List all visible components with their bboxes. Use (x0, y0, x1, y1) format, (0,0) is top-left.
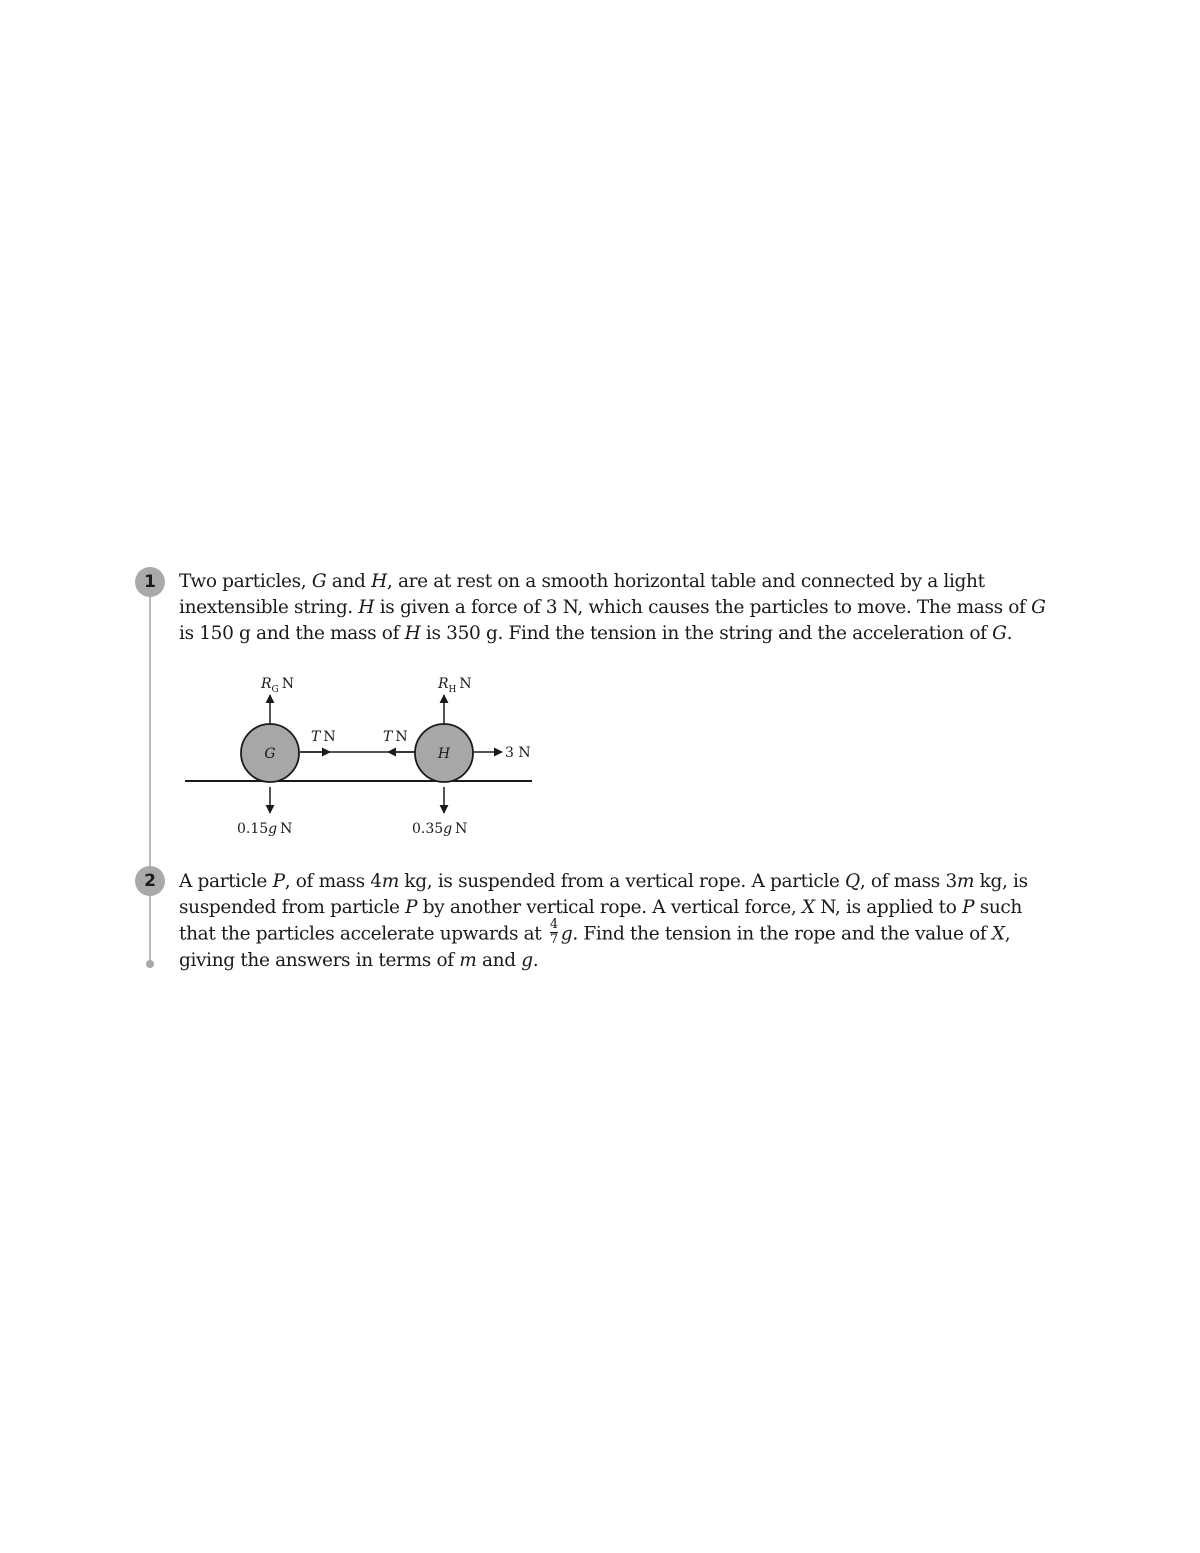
particle-g-label: G (264, 746, 276, 762)
rail-end-dot (146, 960, 154, 968)
question-2-line-4: giving the answers in terms of m and g. (179, 950, 539, 971)
question-1-text (179, 569, 1059, 647)
question-rail (149, 585, 151, 963)
particle-h-label: H (437, 746, 451, 762)
reaction-h-label: $R_H$ N (438, 676, 472, 695)
force-diagram (180, 668, 550, 843)
fraction-four-sevenths: $\frac{4}{7}$ (549, 917, 558, 947)
question-1-line-1: Two particles, G and H, are at rest on a smooth horizontal table and connected by a light (179, 571, 985, 592)
applied-force-label: 3 N (505, 745, 531, 761)
question-2-line-3: that the particles accelerate upwards at $\frac{4}{7}$ g. Find the tension in the rope and the value of X, (179, 917, 1011, 947)
question-1-line-2: inextensible string. H is given a force of 3 N, which causes the particles to move. The mass of G (179, 597, 1046, 618)
reaction-g-label: $R_G$ N (261, 676, 294, 695)
tension-h-label: T N (383, 729, 408, 745)
question-1-line-3: is 150 g and the mass of H is 350 g. Find the tension in the string and the acceleration of G. (179, 623, 1013, 644)
question-2-text (179, 869, 1059, 974)
question-2-line-2: suspended from particle P by another vertical rope. A vertical force, X N, is applied to P such (179, 897, 1022, 918)
question-2-line-1: A particle P, of mass 4m kg, is suspended from a vertical rope. A particle Q, of mass 3m kg, is (179, 871, 1028, 892)
weight-h-label: 0.35g N (412, 821, 468, 837)
question-1-number: 1 (135, 567, 165, 597)
question-2-number: 2 (135, 866, 165, 896)
tension-g-label: T N (311, 729, 336, 745)
weight-g-label: 0.15g N (237, 821, 293, 837)
